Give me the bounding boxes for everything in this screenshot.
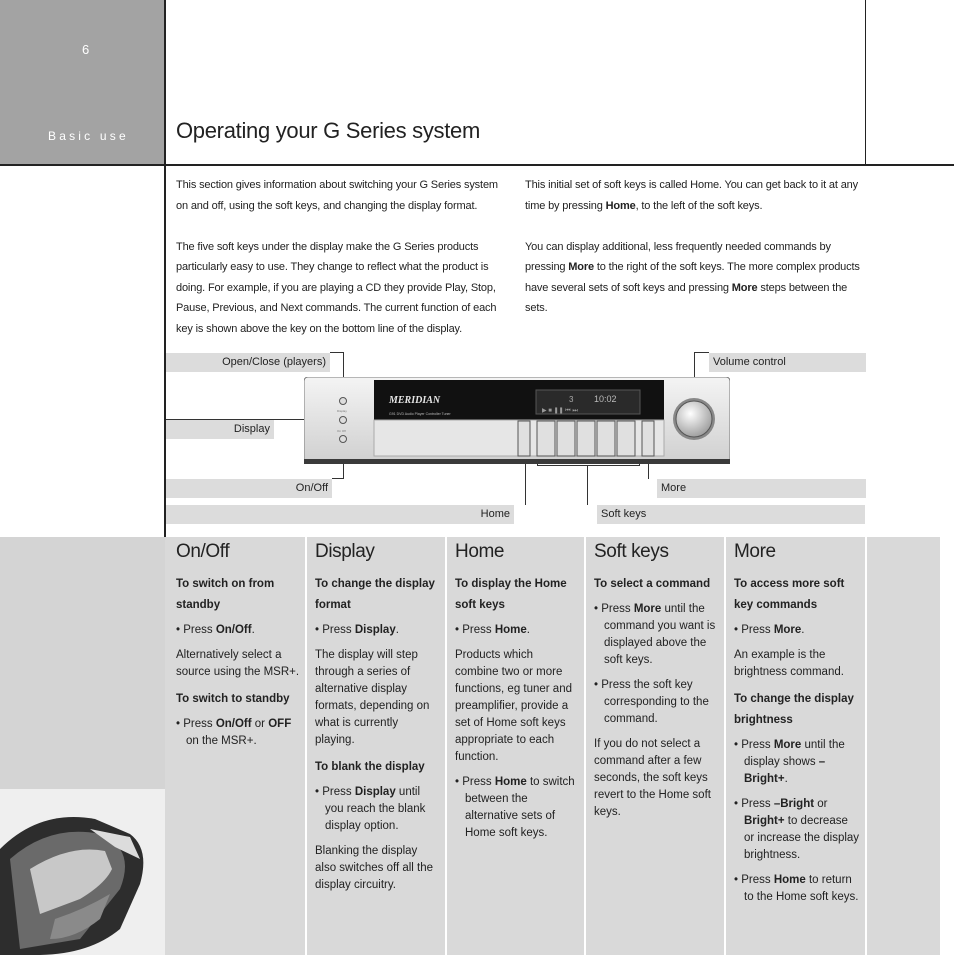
column-soft-keys: [594, 540, 718, 829]
column-on-off: [176, 540, 300, 758]
callout-more: More: [657, 479, 866, 498]
svg-text:On Off: On Off: [337, 429, 346, 433]
subheading: To change the display brightness: [734, 693, 854, 726]
callout-open-close: Open/Close (players): [166, 353, 330, 372]
leader-line: [587, 465, 588, 505]
right-rule: [865, 0, 866, 165]
callout-home: Home: [166, 505, 514, 524]
column-divider: [865, 537, 867, 955]
page-title: Operating your G Series system: [176, 118, 481, 143]
sidebar-panel: [0, 537, 165, 789]
bullet: • Press More until the command you want is displayed above the soft keys.: [594, 603, 716, 666]
paragraph: An example is the brightness command.: [734, 649, 844, 678]
bullet: • Press the soft key corresponding to the command.: [594, 679, 709, 725]
paragraph: The display will step through a series of alternative display formats, depending on what is currently playing.: [315, 649, 430, 746]
column-home: [455, 540, 577, 850]
leader-line: [537, 465, 640, 466]
callout-volume: Volume control: [709, 353, 866, 372]
leader-line: [330, 352, 344, 353]
subheading: To switch to standby: [176, 693, 290, 705]
display-track: 3: [569, 395, 574, 404]
column-divider: [724, 537, 726, 955]
bullet: • Press Home to return to the Home soft keys.: [734, 874, 859, 903]
callout-soft-keys: Soft keys: [597, 505, 865, 524]
column-title: Display: [315, 541, 375, 562]
subheading: To access more soft key commands: [734, 578, 845, 611]
leader-line: [694, 352, 709, 353]
bullet: • Press More.: [734, 624, 805, 636]
intro-paragraph: This initial set of soft keys is called Home. You can get back to it at any time by pressing Home, to the left of the soft keys.: [525, 179, 858, 212]
subheading: To switch on from standby: [176, 578, 275, 611]
column-divider: [584, 537, 586, 955]
bullet: • Press More until the display shows –Bright+.: [734, 739, 845, 785]
subheading: To change the display format: [315, 578, 435, 611]
page-number: 6: [82, 42, 90, 57]
left-rule: [164, 0, 166, 537]
bullet: • Press Display.: [315, 624, 399, 636]
callout-display: Display: [166, 420, 274, 439]
intro-paragraph: This section gives information about switching your G Series system on and off, using the soft keys, and changing the display format.: [176, 179, 498, 212]
bullet: • Press –Bright or Bright+ to decrease or increase the display brightness.: [734, 798, 860, 861]
paragraph: Products which combine two or more functions, eg tuner and preamplifier, provide a set of Home soft keys appropriate to each function.: [455, 649, 572, 763]
section-label: Basic use: [48, 129, 129, 143]
intro-left: [176, 175, 511, 360]
softkey-glyphs-icon: ▶ ■ ❚❚ ⏮ ⏭: [542, 408, 578, 414]
intro-paragraph: You can display additional, less frequently needed commands by pressing More to the right of the soft keys. The more complex products have several sets of soft keys and pressing More steps between the sets.: [525, 240, 860, 314]
bullet: • Press On/Off.: [176, 624, 255, 636]
bullet: • Press Home.: [455, 624, 530, 636]
subheading: To select a command: [594, 578, 711, 590]
brand-logo: MERIDIAN: [389, 395, 441, 406]
subheading: To blank the display: [315, 761, 425, 773]
column-title: Soft keys: [594, 541, 669, 562]
intro-paragraph: The five soft keys under the display make the G Series products particularly easy to use. They change to reflect what the product is doing. For example, if you are playing a CD they provide Play, Stop, Pause, Previous, and Next commands. The current function of each key is shown above the key on the bottom line of the display.: [176, 240, 497, 335]
paragraph: Alternatively select a source using the MSR+.: [176, 649, 300, 678]
meridian-device-illustration: [304, 377, 730, 464]
column-display: [315, 540, 437, 902]
bullet: • Press Home to switch between the alternative sets of Home soft keys.: [455, 776, 575, 839]
model-name: G91 DVD Audio Player Controller Tuner: [389, 412, 451, 416]
column-title: Home: [455, 541, 505, 562]
svg-text:Display: Display: [337, 409, 347, 413]
column-title: On/Off: [176, 541, 230, 562]
product-photo: [0, 789, 165, 955]
device-closeup-image: [0, 789, 165, 955]
column-title: More: [734, 541, 776, 562]
header-rule: [0, 164, 954, 166]
subheading: To display the Home soft keys: [455, 578, 567, 611]
column-more: [734, 540, 860, 914]
intro-right: [525, 175, 860, 339]
column-divider: [445, 537, 447, 955]
paragraph: If you do not select a command after a few seconds, the soft keys revert to the Home soft keys.: [594, 738, 711, 818]
display-time: 10:02: [594, 394, 617, 404]
bullet: • Press Display until you reach the blank display option.: [315, 786, 426, 832]
callout-on-off: On/Off: [166, 479, 332, 498]
paragraph: Blanking the display also switches off all the display circuitry.: [315, 845, 434, 891]
bullet: • Press On/Off or OFF on the MSR+.: [176, 718, 292, 747]
column-divider: [305, 537, 307, 955]
